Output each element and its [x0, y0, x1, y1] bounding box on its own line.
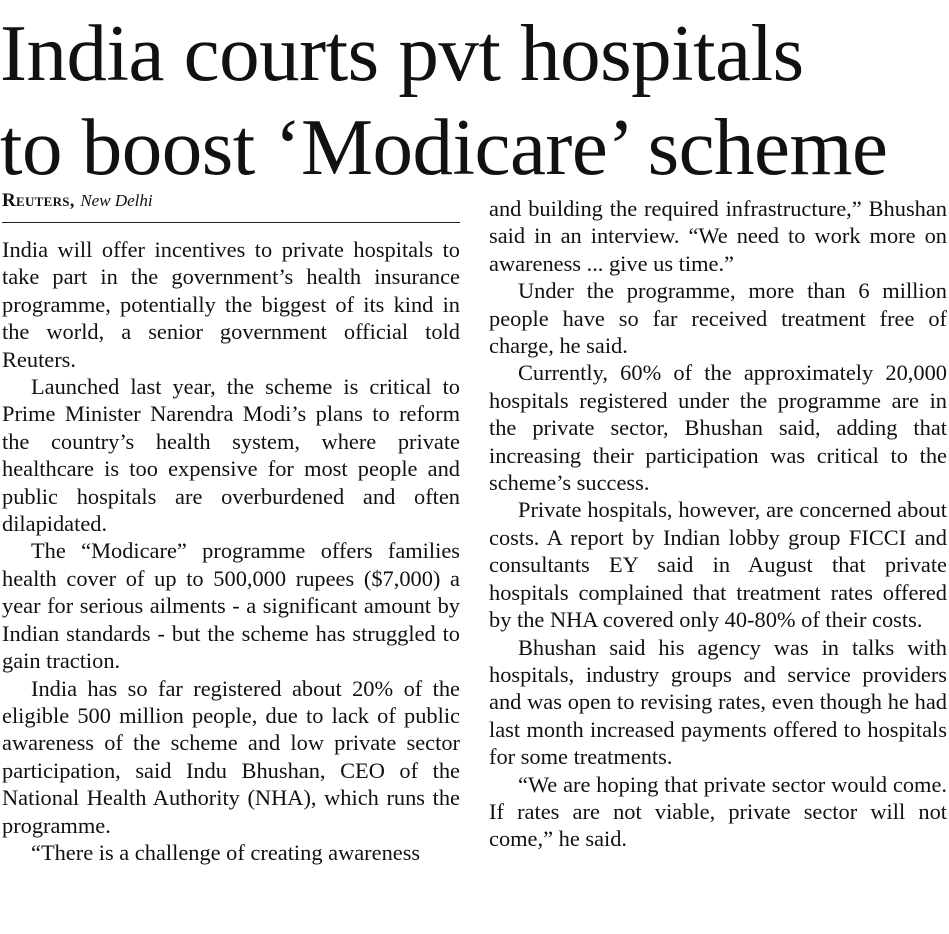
article-paragraph: Under the programme, more than 6 million people have so far received treatment free of charge, he said.: [489, 278, 947, 359]
article-paragraph-continued: and building the required infrastructure,” Bhushan said in an interview. “We need to work more on awareness ... give us time.”: [489, 196, 947, 276]
article-column-1: [2, 236, 460, 866]
article-column-2: [489, 195, 947, 853]
headline-line-2: to boost ‘Modicare’ scheme: [0, 102, 888, 192]
article-paragraph: Launched last year, the scheme is critical to Prime Minister Narendra Modi’s plans to reform the country’s health system, where private healthcare is too expensive for most people and public hospitals are overburdened and often dilapidated.: [2, 374, 460, 537]
headline-line-1: India courts pvt hospitals: [0, 8, 804, 98]
byline-agency: Reuters: [2, 190, 70, 211]
article-paragraph: India will offer incentives to private hospitals to take part in the government’s health insurance programme, potentially the biggest of its kind in the world, a senior government official told Reuters.: [2, 237, 460, 372]
headline: [0, 6, 949, 194]
byline-separator: ,: [69, 190, 75, 210]
article-paragraph: Bhushan said his agency was in talks with hospitals, industry groups and service providers and was open to revising rates, even though he had last month increased payments offered to hospitals for some treatments.: [489, 634, 947, 770]
article-paragraph: “We are hoping that private sector would come. If rates are not viable, private sector will not come,” he said.: [489, 771, 947, 852]
article-paragraph: India has so far registered about 20% of the eligible 500 million people, due to lack of public awareness of the scheme and low private sector participation, said Indu Bhushan, CEO of the National Health Authority (NHA), which runs the programme.: [2, 675, 460, 838]
article-paragraph: The “Modicare” programme offers families health cover of up to 500,000 rupees ($7,000) a year for serious ailments - a significant amount by Indian standards - but the scheme has struggled to gain traction.: [2, 538, 460, 674]
byline-divider: [2, 222, 460, 223]
article-paragraph: Private hospitals, however, are concerned about costs. A report by Indian lobby group FICCI and consultants EY said in August that private hospitals complained that treatment rates offered by the NHA covered only 40-80% of their costs.: [489, 497, 947, 633]
byline-dateline: New Delhi: [80, 191, 153, 210]
article-paragraph: Currently, 60% of the approximately 20,000 hospitals registered under the programme are in the private sector, Bhushan said, adding that increasing their participation was critical to the scheme’s success.: [489, 360, 947, 496]
byline: [2, 189, 153, 212]
article-paragraph: “There is a challenge of creating awareness: [31, 839, 421, 865]
